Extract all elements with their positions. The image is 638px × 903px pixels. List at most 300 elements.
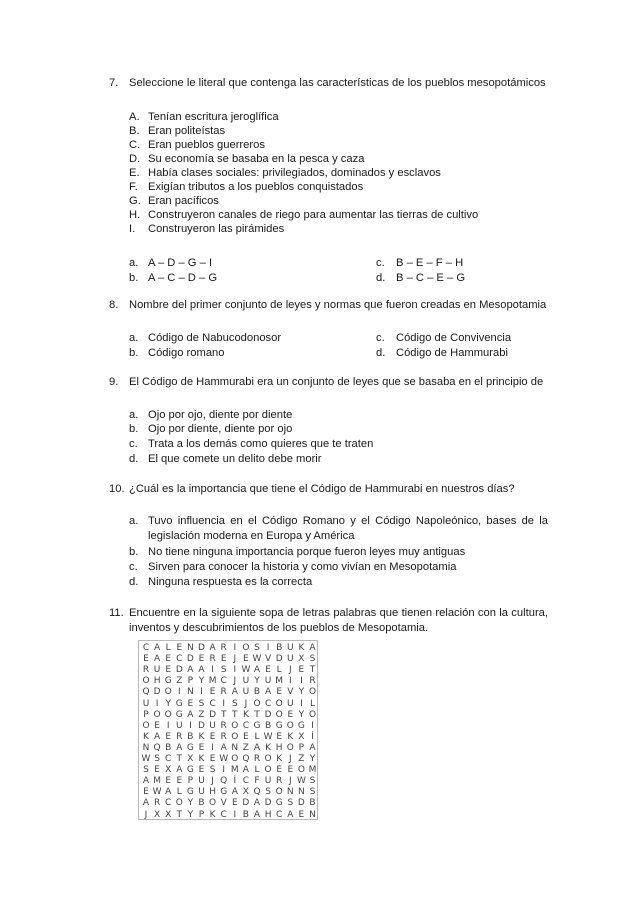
word-search-letter: M bbox=[275, 676, 284, 687]
q7-answer-label: a. bbox=[129, 257, 139, 269]
q9-answer-text: Ojo por diente, diente por ojo bbox=[148, 423, 293, 435]
word-search-letter: A bbox=[209, 643, 216, 653]
word-search-letter: V bbox=[287, 687, 294, 698]
word-search-letter: G bbox=[275, 720, 283, 731]
word-search-letter: G bbox=[253, 720, 261, 731]
word-search-letter: O bbox=[175, 798, 183, 809]
word-search-letter: K bbox=[287, 731, 294, 742]
word-search-letter: R bbox=[142, 665, 150, 676]
word-search-letter: A bbox=[187, 665, 194, 676]
word-search-letter: E bbox=[198, 742, 205, 753]
word-search-letter: N bbox=[286, 787, 294, 798]
word-search-letter: U bbox=[142, 698, 150, 709]
word-search-letter: Z bbox=[242, 742, 249, 753]
word-search-letter: E bbox=[298, 809, 305, 820]
word-search-letter: I bbox=[189, 720, 192, 731]
q10-answer-text: No tiene ninguna importancia porque fueron leyes muy antiguas bbox=[148, 546, 466, 558]
word-search-letter: G bbox=[186, 787, 194, 798]
word-search-letter: J bbox=[144, 809, 148, 820]
word-search-letter: T bbox=[176, 754, 183, 764]
word-search-letter: L bbox=[176, 787, 182, 798]
question-11-number: 11. bbox=[109, 607, 124, 619]
word-search-letter: E bbox=[209, 687, 216, 698]
word-search-letter: R bbox=[220, 731, 227, 742]
word-search-letter: A bbox=[198, 665, 205, 676]
word-search-letter: E bbox=[165, 731, 172, 742]
word-search-letter: S bbox=[309, 776, 316, 787]
word-search-letter: P bbox=[298, 742, 305, 753]
word-search-letter: S bbox=[254, 643, 260, 653]
question-10-number: 10. bbox=[109, 483, 125, 495]
word-search-letter: C bbox=[242, 776, 250, 787]
word-search-letter: H bbox=[209, 787, 216, 798]
word-search-letter: A bbox=[176, 765, 183, 776]
word-search-letter: Y bbox=[298, 709, 305, 720]
word-search-letter: A bbox=[176, 742, 183, 753]
word-search-letter: M bbox=[208, 676, 217, 687]
word-search-letter: A bbox=[231, 787, 238, 798]
word-search-letter: U bbox=[287, 643, 294, 653]
word-search-letter: T bbox=[220, 709, 227, 720]
word-search-letter: E bbox=[276, 731, 283, 742]
word-search-letter: D bbox=[198, 643, 205, 653]
word-search-letter: U bbox=[198, 787, 205, 798]
word-search-letter: O bbox=[164, 709, 172, 720]
word-search-letter: A bbox=[242, 765, 249, 776]
q9-answer-label: a. bbox=[129, 409, 139, 421]
word-search-letter: K bbox=[198, 731, 205, 742]
word-search-letter: K bbox=[276, 754, 283, 764]
word-search-letter: N bbox=[231, 742, 239, 753]
word-search-letter: O bbox=[242, 643, 250, 653]
word-search-letter: E bbox=[154, 765, 160, 776]
word-search-letter: E bbox=[276, 687, 283, 698]
word-search-letter: C bbox=[220, 676, 227, 687]
word-search-letter: Y bbox=[187, 809, 194, 820]
q10-answer-label: c. bbox=[129, 561, 138, 573]
q7-item-label: C. bbox=[129, 139, 141, 151]
word-search-letter: G bbox=[186, 765, 194, 776]
word-search-letter: I bbox=[233, 643, 237, 653]
word-search-letter: I bbox=[233, 809, 237, 820]
word-search-letter: E bbox=[209, 731, 216, 742]
word-search-letter: J bbox=[233, 654, 237, 665]
word-search-letter: K bbox=[143, 731, 149, 742]
q7-answer-label: b. bbox=[129, 272, 139, 284]
question-9-number: 9. bbox=[109, 376, 119, 388]
word-search-letter: O bbox=[209, 798, 217, 809]
word-search-letter: I bbox=[300, 676, 303, 687]
word-search-grid bbox=[138, 640, 318, 820]
q7-item-text: Construyeron canales de riego para aumentar las tierras de cultivo bbox=[148, 209, 479, 221]
word-search-letter: J bbox=[288, 776, 292, 787]
word-search-letter: D bbox=[275, 654, 283, 665]
word-search-letter: B bbox=[242, 809, 249, 820]
word-search-letter: L bbox=[309, 698, 315, 709]
word-search-letter: B bbox=[276, 643, 283, 653]
q10-answer-label: d. bbox=[129, 576, 139, 588]
word-search-letter: J bbox=[288, 665, 292, 676]
word-search-letter: K bbox=[298, 643, 305, 653]
word-search-letter: O bbox=[142, 720, 150, 731]
word-search-letter: W bbox=[263, 731, 273, 742]
word-search-letter: P bbox=[143, 709, 149, 720]
word-search-letter: S bbox=[198, 698, 205, 709]
word-search-letter: W bbox=[252, 654, 262, 665]
q7-answer-text: B – E – F – H bbox=[396, 257, 464, 269]
word-search-letter: R bbox=[276, 776, 283, 787]
word-search-letter: E bbox=[143, 654, 149, 665]
word-search-letter: U bbox=[198, 776, 205, 787]
word-search-letter: E bbox=[298, 665, 305, 676]
q7-item-label: H. bbox=[129, 209, 141, 221]
word-search-letter: O bbox=[286, 720, 294, 731]
word-search-letter: U bbox=[264, 776, 272, 787]
word-search-letter: A bbox=[142, 776, 150, 787]
word-search-letter: A bbox=[309, 643, 316, 653]
word-search-letter: O bbox=[275, 787, 283, 798]
word-search-letter: D bbox=[264, 709, 272, 720]
word-search-letter: A bbox=[265, 687, 272, 698]
word-search-letter: A bbox=[187, 709, 194, 720]
q10-answer-text: Tuvo influencia en el Código Romano y el Código Napoleónico, bases de la legislación moderna en Europa y América bbox=[148, 515, 548, 542]
q7-item-text: Había clases sociales: privilegiados, dominados y esclavos bbox=[148, 167, 441, 179]
word-search-letter: B bbox=[165, 742, 172, 753]
q10-answer-text: Sirven para conocer la historia y como vivían en Mesopotamia bbox=[148, 561, 457, 573]
word-search-letter: K bbox=[242, 709, 249, 720]
word-search-letter: R bbox=[176, 731, 183, 742]
word-search-letter: L bbox=[254, 731, 260, 742]
word-search-letter: X bbox=[298, 731, 305, 742]
word-search-letter: W bbox=[296, 776, 306, 787]
q7-item-label: B. bbox=[129, 125, 140, 137]
word-search-letter: Q bbox=[253, 787, 261, 798]
word-search-letter: L bbox=[254, 765, 260, 776]
word-search-letter: Y bbox=[165, 698, 171, 709]
word-search-letter: C bbox=[165, 798, 172, 809]
word-search-letter: A bbox=[253, 809, 261, 820]
word-search-letter: E bbox=[231, 798, 238, 809]
word-search-letter: B bbox=[253, 687, 261, 698]
word-search-letter: D bbox=[242, 798, 250, 809]
word-search-letter: O bbox=[253, 698, 261, 709]
word-search-letter: I bbox=[311, 720, 314, 731]
q10-answer-label: a. bbox=[129, 515, 139, 527]
q7-answer-label: c. bbox=[376, 257, 385, 269]
word-search-letter: U bbox=[209, 720, 216, 731]
q8-answer-label: c. bbox=[376, 332, 385, 344]
word-search-letter: O bbox=[231, 754, 239, 764]
q7-item-label: E. bbox=[129, 167, 140, 179]
q9-answer-text: Ojo por ojo, diente por diente bbox=[148, 409, 293, 421]
question-7-text: Seleccione le literal que contenga las características de los pueblos mesopotámicos bbox=[129, 77, 546, 89]
word-search-letter: A bbox=[154, 731, 161, 742]
word-search-letter: A bbox=[154, 654, 161, 665]
word-search-letter: A bbox=[253, 742, 261, 753]
word-search-letter: M bbox=[230, 765, 239, 776]
word-search-letter: D bbox=[175, 665, 183, 676]
word-search-letter: J bbox=[244, 698, 248, 709]
q7-item-label: G. bbox=[129, 195, 141, 207]
word-search-letter: R bbox=[309, 676, 316, 687]
word-search-letter: E bbox=[276, 765, 283, 776]
word-search-letter: C bbox=[176, 654, 183, 665]
word-search-letter: S bbox=[265, 787, 271, 798]
word-search-letter: Z bbox=[298, 754, 305, 764]
word-search-letter: V bbox=[265, 654, 272, 665]
word-search-letter: Z bbox=[198, 709, 205, 720]
word-search-letter: E bbox=[209, 754, 216, 764]
word-search-letter: I bbox=[300, 698, 303, 709]
q8-answer-text: Código de Nabucodonosor bbox=[148, 332, 282, 344]
word-search-letter: K bbox=[209, 809, 216, 820]
word-search-letter: P bbox=[187, 776, 194, 787]
word-search-letter: C bbox=[209, 698, 216, 709]
word-search-letter: N bbox=[187, 643, 194, 653]
word-search-letter: F bbox=[254, 776, 260, 787]
word-search-letter: N bbox=[309, 809, 316, 820]
q9-answer-text: Trata a los demás como quieres que te traten bbox=[148, 438, 374, 450]
q7-item-label: D. bbox=[129, 153, 141, 165]
word-search-letter: G bbox=[186, 742, 194, 753]
q10-answer-label: b. bbox=[129, 546, 139, 558]
question-9-text: El Código de Hammurabi era un conjunto de leyes que se basaba en el principio de bbox=[129, 376, 544, 388]
word-search-letter: A bbox=[231, 687, 238, 698]
word-search-letter: O bbox=[275, 709, 283, 720]
word-search-letter: E bbox=[187, 698, 194, 709]
q9-answer-text: El que comete un delito debe morir bbox=[148, 453, 322, 465]
word-search-letter: J bbox=[288, 754, 292, 764]
word-search-letter: S bbox=[309, 787, 316, 798]
question-8-number: 8. bbox=[109, 299, 119, 311]
word-search-letter: D bbox=[297, 798, 305, 809]
word-search-letter: O bbox=[164, 687, 172, 698]
question-8-text: Nombre del primer conjunto de leyes y normas que fueron creadas en Mesopotamia bbox=[129, 299, 547, 311]
word-search-letter: G bbox=[175, 709, 183, 720]
word-search-letter: E bbox=[198, 765, 205, 776]
word-search-letter: C bbox=[264, 698, 272, 709]
word-search-letter: Q bbox=[220, 776, 228, 787]
word-search-letter: E bbox=[154, 720, 160, 731]
word-search-letter: T bbox=[309, 665, 316, 676]
word-search-letter: G bbox=[275, 798, 283, 809]
q7-answer-label: d. bbox=[376, 272, 386, 284]
word-search-letter: R bbox=[153, 798, 161, 809]
word-search-letter: L bbox=[165, 643, 171, 653]
word-search-letter: U bbox=[242, 687, 250, 698]
word-search-letter: O bbox=[286, 742, 294, 753]
q9-answer-label: c. bbox=[129, 438, 138, 450]
word-search-letter: X bbox=[165, 765, 172, 776]
word-search-letter: P bbox=[198, 809, 205, 820]
word-search-letter: I bbox=[211, 742, 214, 753]
word-search-letter: H bbox=[153, 676, 161, 687]
word-search-letter: E bbox=[265, 665, 271, 676]
word-search-letter: C bbox=[276, 809, 283, 820]
word-search-letter: Y bbox=[254, 676, 260, 687]
word-search-letter: Í bbox=[233, 776, 237, 787]
word-search-letter: G bbox=[164, 676, 172, 687]
word-search-letter: E bbox=[287, 765, 294, 776]
q7-item-text: Eran politeístas bbox=[148, 125, 226, 137]
word-search-letter: O bbox=[231, 731, 239, 742]
word-search-letter: I bbox=[166, 720, 170, 731]
q8-answer-label: b. bbox=[129, 347, 139, 359]
word-search-letter: Y bbox=[187, 798, 194, 809]
word-search-letter: C bbox=[165, 754, 172, 764]
word-search-letter: E bbox=[165, 665, 172, 676]
word-search-letter: S bbox=[231, 698, 238, 709]
word-search-letter: E bbox=[165, 654, 172, 665]
word-search-letter: D bbox=[186, 654, 194, 665]
word-search-letter: O bbox=[275, 698, 283, 709]
q7-item-label: F. bbox=[129, 181, 138, 193]
q7-answer-text: A – D – G – I bbox=[148, 257, 213, 269]
word-search-letter: U bbox=[264, 676, 272, 687]
word-search-letter: D bbox=[153, 687, 161, 698]
word-search-letter: M bbox=[308, 765, 317, 776]
word-search-letter: H bbox=[275, 742, 283, 753]
q7-item-text: Tenían escritura jeroglífica bbox=[148, 111, 279, 123]
word-search-letter: B bbox=[187, 731, 194, 742]
word-search-letter: I bbox=[288, 676, 292, 687]
word-search-letter: A bbox=[165, 787, 172, 798]
word-search-letter: R bbox=[220, 687, 227, 698]
word-search-letter: I bbox=[155, 698, 159, 709]
word-search-letter: Q bbox=[153, 742, 161, 753]
q7-item-text: Su economía se basaba en la pesca y caza bbox=[148, 153, 365, 165]
word-search-letter: O bbox=[153, 709, 161, 720]
word-search-letter: S bbox=[220, 665, 227, 676]
word-search-letter: A bbox=[253, 798, 261, 809]
word-search-letter: U bbox=[287, 654, 294, 665]
word-search-letter: A bbox=[253, 665, 261, 676]
word-search-letter: O bbox=[142, 676, 150, 687]
word-search-letter: J bbox=[233, 676, 237, 687]
word-search-letter: I bbox=[211, 665, 214, 676]
word-search-letter: W bbox=[152, 787, 162, 798]
word-search-letter: V bbox=[220, 798, 227, 809]
word-search-letter: E bbox=[176, 776, 183, 787]
q7-item-label: I. bbox=[129, 223, 136, 235]
word-search-letter: S bbox=[309, 654, 316, 665]
word-search-letter: K bbox=[265, 742, 272, 753]
q8-answer-text: Código de Hammurabi bbox=[396, 347, 508, 359]
q7-item-text: Construyeron las pirámides bbox=[148, 223, 285, 235]
word-search-letter: N bbox=[142, 742, 150, 753]
question-11-text: Encuentre en la siguiente sopa de letras palabras que tienen relación con la cultura, inventos y descubrimientos de los pueblos de Mesopotamia. bbox=[129, 607, 548, 634]
word-search-letter: A bbox=[309, 742, 316, 753]
word-search-letter: S bbox=[154, 754, 160, 764]
word-search-letter: A bbox=[142, 798, 150, 809]
word-search-letter: E bbox=[143, 787, 149, 798]
word-search-letter: W bbox=[219, 754, 229, 764]
word-search-letter: N bbox=[187, 687, 194, 698]
word-search-letter: S bbox=[287, 798, 294, 809]
word-search-letter: C bbox=[220, 809, 227, 820]
word-search-letter: X bbox=[242, 787, 249, 798]
q8-answer-label: d. bbox=[376, 347, 386, 359]
word-search-letter: R bbox=[209, 654, 216, 665]
word-search-letter: M bbox=[153, 776, 161, 787]
word-search-letter: X bbox=[187, 754, 194, 764]
word-search-letter: U bbox=[153, 665, 161, 676]
word-search-letter: T bbox=[176, 809, 183, 820]
word-search-letter: C bbox=[142, 643, 150, 653]
word-search-letter: X bbox=[165, 809, 172, 820]
word-search-letter: O bbox=[231, 720, 239, 731]
q7-answer-text: A – C – D – G bbox=[148, 272, 218, 284]
word-search-letter: D bbox=[264, 798, 272, 809]
word-search-letter: G bbox=[220, 787, 228, 798]
word-search-letter: B bbox=[265, 720, 272, 731]
q9-answer-label: b. bbox=[129, 423, 139, 435]
word-search-letter: I bbox=[233, 665, 237, 676]
question-7-number: 7. bbox=[109, 77, 119, 89]
word-search-letter: C bbox=[242, 720, 250, 731]
q7-item-text: Eran pueblos guerreros bbox=[148, 139, 265, 151]
word-search-letter: U bbox=[242, 676, 250, 687]
word-search-letter: Z bbox=[176, 676, 183, 687]
word-search-letter: Q bbox=[142, 687, 150, 698]
word-search-letter: A bbox=[287, 809, 294, 820]
word-search-letter: R bbox=[220, 643, 227, 653]
word-search-letter: Í bbox=[311, 731, 314, 742]
word-search-letter: D bbox=[209, 709, 217, 720]
word-search-letter: O bbox=[308, 709, 317, 720]
q8-answer-text: Código de Convivencia bbox=[396, 332, 512, 344]
word-search-letter: I bbox=[266, 643, 270, 653]
word-search-letter: E bbox=[176, 643, 183, 653]
word-search-letter: O bbox=[308, 687, 317, 698]
word-search-letter: O bbox=[264, 754, 272, 764]
word-search-letter: X bbox=[298, 654, 305, 665]
word-search-letter: E bbox=[243, 731, 249, 742]
word-search-letter: S bbox=[143, 765, 149, 776]
word-search-letter: O bbox=[264, 765, 272, 776]
word-search-letter: B bbox=[309, 798, 316, 809]
q9-answer-label: d. bbox=[129, 453, 139, 465]
word-search-letter: O bbox=[297, 765, 305, 776]
word-search-letter: R bbox=[220, 720, 227, 731]
q10-answer-text: Ninguna respuesta es la correcta bbox=[148, 576, 313, 588]
q7-item-text: Exigían tributos a los pueblos conquistados bbox=[148, 181, 364, 193]
word-search-letter: E bbox=[287, 709, 294, 720]
word-search-letter: G bbox=[175, 698, 183, 709]
word-search-letter: B bbox=[198, 798, 205, 809]
q8-answer-text: Código romano bbox=[148, 347, 225, 359]
word-search-letter: E bbox=[165, 776, 172, 787]
word-search-letter: W bbox=[141, 754, 151, 764]
word-search-letter: T bbox=[232, 709, 238, 720]
word-search-letter: H bbox=[264, 809, 272, 820]
word-search-letter: S bbox=[209, 765, 216, 776]
word-search-letter: Y bbox=[198, 676, 205, 687]
word-search-letter: L bbox=[276, 665, 282, 676]
word-search-letter: J bbox=[211, 776, 214, 787]
word-search-letter: I bbox=[177, 687, 181, 698]
word-search-letter: W bbox=[241, 665, 251, 676]
word-search-letter: E bbox=[243, 654, 249, 665]
word-search-letter: K bbox=[198, 754, 205, 764]
word-search-letter: X bbox=[154, 809, 161, 820]
word-search-letter: D bbox=[198, 720, 205, 731]
word-search-letter: P bbox=[187, 676, 194, 687]
word-search-letter: U bbox=[287, 698, 294, 709]
q8-answer-label: a. bbox=[129, 332, 139, 344]
q7-answer-text: B – C – E – G bbox=[396, 272, 466, 284]
word-search-letter: Q bbox=[242, 754, 250, 764]
